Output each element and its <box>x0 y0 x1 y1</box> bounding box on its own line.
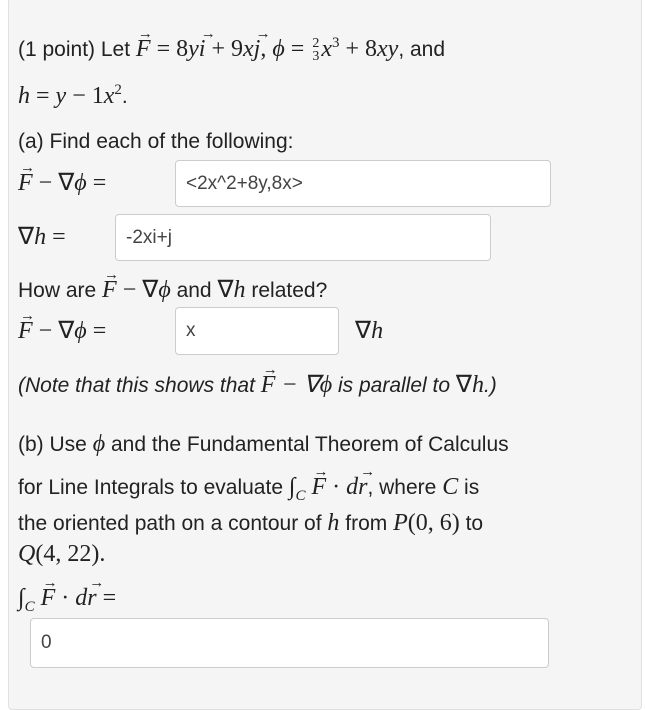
answer-input-2[interactable] <box>115 214 491 261</box>
part-b-line-1: (b) Use ϕ and the Fundamental Theorem of Calculus <box>18 431 509 457</box>
answer-input-3[interactable] <box>175 307 339 355</box>
relation-label: → F − ∇ϕ = <box>18 317 106 346</box>
text: is <box>464 476 480 499</box>
and-text: , and <box>398 38 446 61</box>
note: (Note that this shows that → F − ∇ϕ is parallel to ∇h.) <box>18 371 497 400</box>
answer-value-1: <2x^2+8y,8x> <box>186 172 303 194</box>
grad-h-suffix: ∇h <box>355 318 384 344</box>
part-a-heading <box>18 128 294 156</box>
grad-h-label: ∇h = <box>18 224 66 250</box>
text: to <box>465 512 484 535</box>
answer-input-1[interactable] <box>175 160 551 207</box>
intro-line-2: $h = y - 1x^2$. <box>18 82 128 109</box>
text: from <box>345 512 388 535</box>
part-b-line-4: Q(4, 22). <box>18 541 106 567</box>
answer-input-4[interactable] <box>30 618 549 668</box>
and-text: and <box>176 279 212 302</box>
answer-value-3: x <box>186 320 196 341</box>
note-text: is parallel to <box>337 374 451 397</box>
intro-line-1: (1 point) Let → F = 8y→ i + 9x→ j, ϕ = 2 $3x^3 + 8xy$, and <box>18 29 445 64</box>
text: , where <box>367 476 437 499</box>
answer-value-2: -2xi+j <box>126 226 172 248</box>
text: Use <box>43 433 87 456</box>
intro-text: (1 point) Let <box>18 38 131 61</box>
text: and the Fundamental Theorem of Calculus <box>110 433 509 456</box>
part-b-line-2: for Line Integrals to evaluate $\int_C \to F \cdot d\to r$, where C is <box>18 473 479 510</box>
period: . <box>121 85 128 108</box>
text: the oriented path on a contour of <box>18 512 322 535</box>
note-text: .) <box>483 374 497 397</box>
part-a-text: Find each of the following: <box>43 130 294 153</box>
note-text: (Note that this shows that <box>18 374 255 397</box>
integral-label: $\int_C \to F \cdot d\to r$ = <box>18 584 116 621</box>
part-label: (b) <box>18 433 44 456</box>
answer-value-4: 0 <box>41 632 52 653</box>
text: for Line Integrals to evaluate <box>18 476 284 499</box>
related-text: related? <box>251 279 328 302</box>
relation-question: How are → F − ∇ϕ and ∇h related? <box>18 276 327 305</box>
how-text: How are <box>18 279 97 302</box>
part-b-line-3: the oriented path on a contour of h from P(0, 6) to <box>18 510 484 536</box>
f-minus-grad-phi-label: → F − ∇ϕ = <box>18 169 106 198</box>
part-label: (a) <box>18 130 44 153</box>
